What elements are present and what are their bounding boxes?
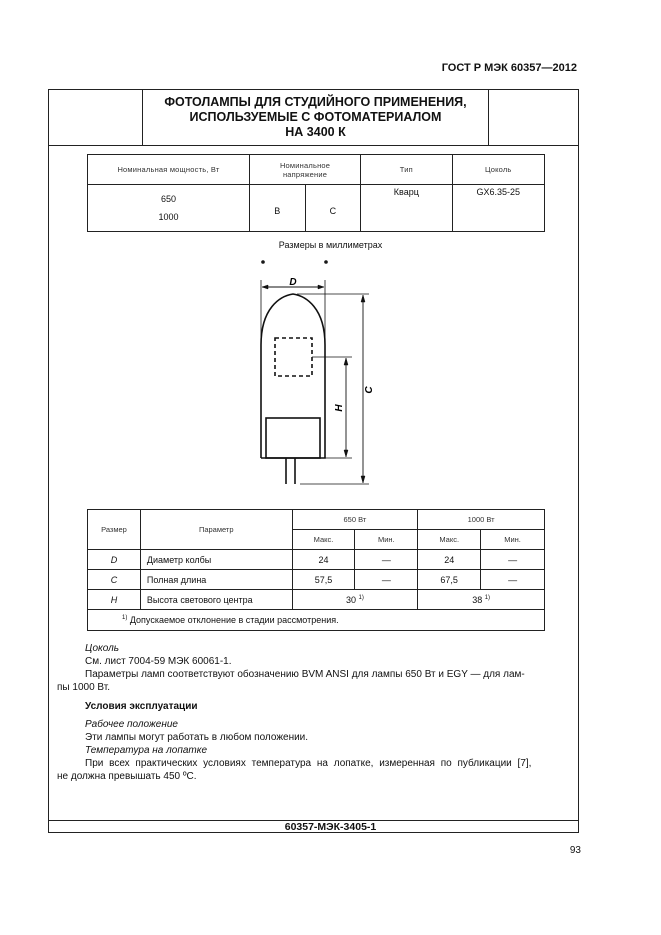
row-h-name: Высота светового центра bbox=[140, 590, 292, 610]
header-base: Цоколь bbox=[452, 155, 544, 185]
header-size: Размер bbox=[88, 510, 141, 550]
table-footnote bbox=[88, 610, 545, 631]
pinch-seal bbox=[266, 418, 320, 458]
dimensions-caption: Размеры в миллиметрах bbox=[278, 240, 383, 250]
label-h: H bbox=[334, 404, 345, 412]
body-text bbox=[57, 642, 573, 783]
table-row bbox=[88, 550, 545, 570]
row-c-max650: 57,5 bbox=[292, 570, 355, 590]
row-d-symbol: D bbox=[88, 550, 141, 570]
title-line-2: ИСПОЛЬЗУЕМЫЕ С ФОТОМАТЕРИАЛОМ bbox=[189, 109, 442, 124]
header-min-650: Мин. bbox=[355, 530, 418, 550]
row-h-1000 bbox=[418, 590, 545, 610]
header-min-1000: Мин. bbox=[481, 530, 545, 550]
row-c-max1000: 67,5 bbox=[418, 570, 481, 590]
row-d-min1000: — bbox=[481, 550, 545, 570]
row-d-min650: — bbox=[355, 550, 418, 570]
label-d: D bbox=[289, 277, 297, 288]
row-c-symbol: C bbox=[88, 570, 141, 590]
cap-heading: Цоколь bbox=[85, 643, 120, 654]
cap-line-2: Параметры ламп соответствуют обозначению BVM ANSI для лампы 650 Вт и EGY — для лам- bbox=[85, 669, 525, 680]
row-h-650-value: 30 bbox=[345, 594, 356, 605]
temperature-heading: Температура на лопатке bbox=[85, 745, 208, 756]
filament-outline bbox=[275, 338, 312, 376]
header-max-650: Макс. bbox=[292, 530, 355, 550]
header-voltage: Номинальное напряжение bbox=[249, 155, 360, 185]
drawing-dot-left bbox=[262, 261, 264, 263]
type-cell: Кварц bbox=[361, 185, 452, 232]
header-param: Параметр bbox=[140, 510, 292, 550]
header-max-1000: Макс. bbox=[418, 530, 481, 550]
base-cell: GX6.35-25 bbox=[452, 185, 544, 232]
drawing-dot-right bbox=[325, 261, 327, 263]
conditions-heading: Условия эксплуатации bbox=[85, 701, 198, 712]
row-d-max1000: 24 bbox=[418, 550, 481, 570]
power-1000: 1000 bbox=[158, 212, 179, 222]
title-line-3: НА 3400 К bbox=[285, 124, 346, 139]
row-h-650 bbox=[292, 590, 418, 610]
row-h-symbol: H bbox=[88, 590, 141, 610]
power-650: 650 bbox=[160, 194, 176, 204]
header-type: Тип bbox=[361, 155, 452, 185]
cap-line-1: См. лист 7004-59 МЭК 60061-1. bbox=[85, 656, 232, 667]
row-h-1000-footnote-mark: 1) bbox=[484, 594, 491, 601]
label-c: C bbox=[364, 386, 375, 394]
row-c-min650: — bbox=[355, 570, 418, 590]
header-1000w: 1000 Вт bbox=[418, 510, 545, 530]
position-heading: Рабочее положение bbox=[85, 719, 178, 730]
table-row bbox=[88, 570, 545, 590]
row-h-1000-value: 38 bbox=[472, 594, 483, 605]
row-c-name: Полная длина bbox=[140, 570, 292, 590]
cap-line-3: пы 1000 Вт. bbox=[57, 682, 110, 693]
voltage-b: B bbox=[249, 185, 305, 232]
dimensions-table bbox=[87, 509, 545, 631]
voltage-c: C bbox=[305, 185, 361, 232]
row-h-650-footnote-mark: 1) bbox=[358, 594, 364, 601]
row-d-max650: 24 bbox=[292, 550, 355, 570]
footnote-mark: 1) bbox=[122, 615, 128, 621]
title-line-1: ФОТОЛАМПЫ ДЛЯ СТУДИЙНОГО ПРИМЕНЕНИЯ, bbox=[164, 94, 467, 109]
page-number: 93 bbox=[569, 845, 581, 856]
temperature-line-2: не должна превышать 450 ºС. bbox=[57, 771, 197, 782]
header-power: Номинальная мощность, Вт bbox=[88, 155, 250, 185]
row-d-name: Диаметр колбы bbox=[140, 550, 292, 570]
footnote-text: Допускаемое отклонение в стадии рассмотрения. bbox=[129, 615, 339, 625]
table-row bbox=[88, 590, 545, 610]
sheet-code: 60357-МЭК-3405-1 bbox=[284, 821, 377, 833]
row-c-min1000: — bbox=[481, 570, 545, 590]
header-650w: 650 Вт bbox=[292, 510, 418, 530]
standard-number: ГОСТ Р МЭК 60357—2012 bbox=[441, 62, 577, 74]
position-text: Эти лампы могут работать в любом положении. bbox=[85, 732, 309, 743]
temperature-line-1: При всех практических условиях температура на лопатке, измеренная по публикации [7], bbox=[85, 758, 532, 769]
